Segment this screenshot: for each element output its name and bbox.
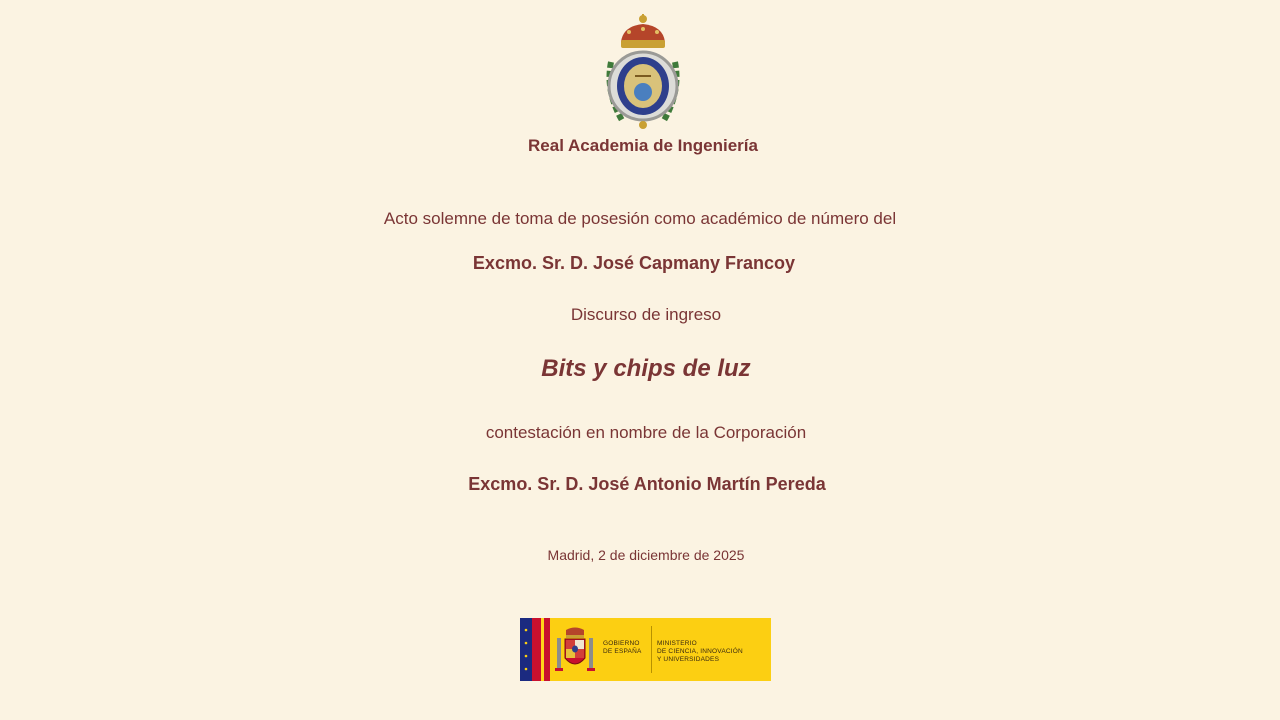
government-text — [603, 640, 642, 656]
ministry-line-2: DE CIENCIA, INNOVACIÓN — [657, 648, 743, 655]
ministry-line-1: MINISTERIO — [657, 640, 697, 647]
ceremony-intro: Acto solemne de toma de posesión como académico de número del — [383, 209, 897, 228]
respondent-name: Excmo. Sr. D. José Antonio Martín Pereda — [468, 474, 826, 494]
eu-stars-icon — [522, 622, 530, 677]
spain-coat-of-arms-icon — [554, 626, 596, 676]
place-date: Madrid, 2 de diciembre de 2025 — [547, 547, 745, 563]
speech-label: Discurso de ingreso — [570, 305, 722, 324]
logo-red-stripe — [544, 618, 550, 681]
gov-line-1: GOBIERNO — [603, 640, 640, 647]
gov-line-2: DE ESPAÑA — [603, 648, 642, 655]
ministry-line-3: Y UNIVERSIDADES — [657, 656, 720, 663]
academy-crest-icon — [601, 12, 685, 132]
new-academician-name: Excmo. Sr. D. José Capmany Francoy — [472, 253, 796, 273]
organization-name: Real Academia de Ingeniería — [528, 136, 758, 155]
speech-title: Bits y chips de luz — [541, 355, 751, 382]
logo-divider — [651, 626, 652, 673]
logo-red-bar — [532, 618, 541, 681]
government-ministry-logo — [520, 618, 771, 681]
response-label: contestación en nombre de la Corporación — [485, 423, 807, 442]
ministry-text — [657, 640, 743, 664]
